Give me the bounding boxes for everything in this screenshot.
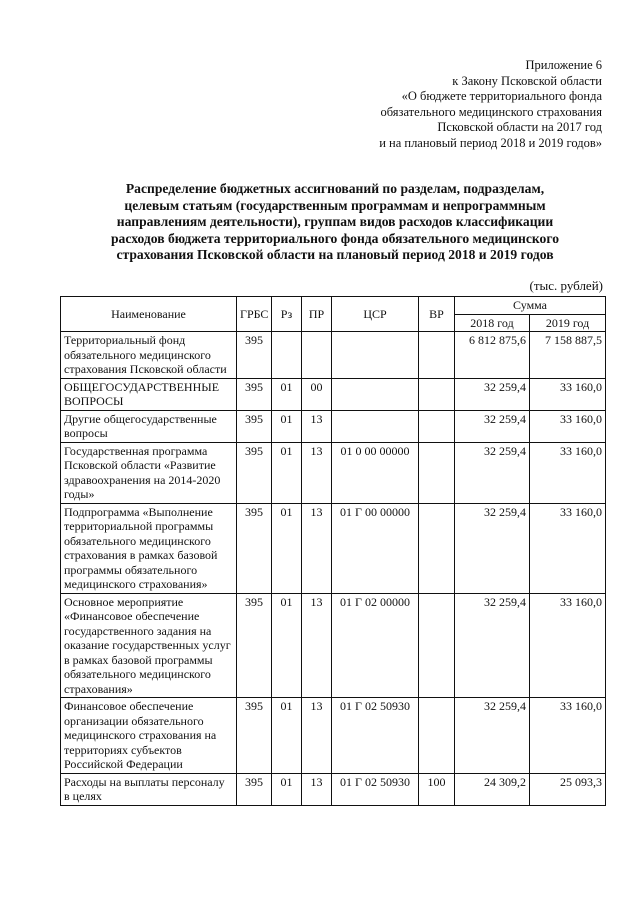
cell-csr: 01 Г 00 00000 xyxy=(332,503,419,593)
appendix-line: и на плановый период 2018 и 2019 годов» xyxy=(379,135,602,150)
cell-2018: 32 259,4 xyxy=(455,442,530,503)
cell-pr: 13 xyxy=(302,442,332,503)
header-rz: Рз xyxy=(272,297,302,332)
cell-pr: 13 xyxy=(302,773,332,805)
cell-2018: 32 259,4 xyxy=(455,410,530,442)
cell-pr: 00 xyxy=(302,378,332,410)
cell-name: Финансовое обеспечение организации обязательного медицинского страхования на территориях субъектов Российской Федерации xyxy=(61,698,237,774)
cell-2019: 33 160,0 xyxy=(530,503,606,593)
cell-2019: 25 093,3 xyxy=(530,773,606,805)
cell-pr: 13 xyxy=(302,593,332,698)
cell-grbs: 395 xyxy=(237,442,272,503)
cell-name: Государственная программа Псковской области «Развитие здравоохранения на 2014-2020 годы» xyxy=(61,442,237,503)
cell-pr: 13 xyxy=(302,410,332,442)
appendix-line: обязательного медицинского страхования xyxy=(380,104,602,119)
cell-vr: 100 xyxy=(419,773,455,805)
cell-csr: 01 Г 02 50930 xyxy=(332,698,419,774)
title-line: Распределение бюджетных ассигнований по разделам, подразделам, xyxy=(125,181,545,196)
cell-pr xyxy=(302,332,332,379)
cell-2019: 33 160,0 xyxy=(530,593,606,698)
cell-name: ОБЩЕГОСУДАРСТВЕННЫЕ ВОПРОСЫ xyxy=(61,378,237,410)
table-row xyxy=(61,773,606,805)
cell-csr xyxy=(332,332,419,379)
cell-2019: 7 158 887,5 xyxy=(530,332,606,379)
cell-csr: 01 0 00 00000 xyxy=(332,442,419,503)
table-row xyxy=(61,378,606,410)
cell-grbs: 395 xyxy=(237,698,272,774)
cell-name: Другие общегосударственные вопросы xyxy=(61,410,237,442)
cell-vr xyxy=(419,442,455,503)
table-row xyxy=(61,332,606,379)
cell-name: Подпрограмма «Выполнение территориальной программы обязательного медицинского страхования в рамках базовой программы обязательного медицинского страхования» xyxy=(61,503,237,593)
cell-2019: 33 160,0 xyxy=(530,442,606,503)
cell-vr xyxy=(419,410,455,442)
header-name: Наименование xyxy=(61,297,237,332)
title-line: целевым статьям (государственным программам и непрограммным xyxy=(124,197,546,213)
cell-2018: 32 259,4 xyxy=(455,698,530,774)
cell-vr xyxy=(419,378,455,410)
appendix-line: к Закону Псковской области xyxy=(452,73,602,88)
header-year-2019: 2019 год xyxy=(530,314,606,332)
title-line: расходов бюджета территориального фонда обязательного медицинского xyxy=(111,230,559,246)
header-year-2018: 2018 год xyxy=(455,314,530,332)
cell-grbs: 395 xyxy=(237,773,272,805)
cell-2018: 24 309,2 xyxy=(455,773,530,805)
table-row xyxy=(61,503,606,593)
cell-csr xyxy=(332,410,419,442)
cell-csr xyxy=(332,378,419,410)
table-row xyxy=(61,593,606,698)
cell-grbs: 395 xyxy=(237,378,272,410)
cell-vr xyxy=(419,593,455,698)
cell-grbs: 395 xyxy=(237,593,272,698)
cell-name: Территориальный фонд обязательного медицинского страхования Псковской области xyxy=(61,332,237,379)
cell-pr: 13 xyxy=(302,698,332,774)
appendix-header xyxy=(282,58,602,151)
title-line: направлениям деятельности), группам видов расходов классификации xyxy=(116,214,554,229)
cell-grbs: 395 xyxy=(237,410,272,442)
header-grbs: ГРБС xyxy=(237,297,272,332)
cell-2018: 32 259,4 xyxy=(455,593,530,698)
cell-pr: 13 xyxy=(302,503,332,593)
title-line: страхования Псковской области на плановый период 2018 и 2019 годов xyxy=(116,247,554,262)
cell-2019: 33 160,0 xyxy=(530,410,606,442)
cell-rz: 01 xyxy=(272,442,302,503)
cell-rz xyxy=(272,332,302,379)
appendix-line: Псковской области на 2017 год xyxy=(437,120,602,134)
table-header-row xyxy=(61,297,606,315)
cell-vr xyxy=(419,332,455,379)
cell-rz: 01 xyxy=(272,698,302,774)
cell-rz: 01 xyxy=(272,773,302,805)
header-vr: ВР xyxy=(419,297,455,332)
cell-grbs: 395 xyxy=(237,503,272,593)
header-sum: Сумма xyxy=(455,297,606,315)
units-label: (тыс. рублей) xyxy=(529,278,603,293)
cell-2018: 32 259,4 xyxy=(455,503,530,593)
header-pr: ПР xyxy=(302,297,332,332)
cell-2019: 33 160,0 xyxy=(530,378,606,410)
cell-csr: 01 Г 02 50930 xyxy=(332,773,419,805)
cell-csr: 01 Г 02 00000 xyxy=(332,593,419,698)
table-row xyxy=(61,442,606,503)
cell-vr xyxy=(419,698,455,774)
header-csr: ЦСР xyxy=(332,297,419,332)
cell-vr xyxy=(419,503,455,593)
cell-2018: 32 259,4 xyxy=(455,378,530,410)
cell-2019: 33 160,0 xyxy=(530,698,606,774)
table-row xyxy=(61,698,606,774)
cell-rz: 01 xyxy=(272,378,302,410)
cell-2018: 6 812 875,6 xyxy=(455,332,530,379)
cell-rz: 01 xyxy=(272,593,302,698)
budget-table xyxy=(60,296,606,806)
cell-rz: 01 xyxy=(272,503,302,593)
cell-grbs: 395 xyxy=(237,332,272,379)
cell-rz: 01 xyxy=(272,410,302,442)
appendix-line: Приложение 6 xyxy=(525,58,602,72)
document-title xyxy=(60,181,610,264)
cell-name: Основное мероприятие «Финансовое обеспечение государственного задания на оказание государственных услуг в рамках базовой программы обязательного медицинского страхования» xyxy=(61,593,237,698)
appendix-line: «О бюджете территориального фонда xyxy=(401,89,602,103)
cell-name: Расходы на выплаты персоналу в целях xyxy=(61,773,237,805)
table-row xyxy=(61,410,606,442)
